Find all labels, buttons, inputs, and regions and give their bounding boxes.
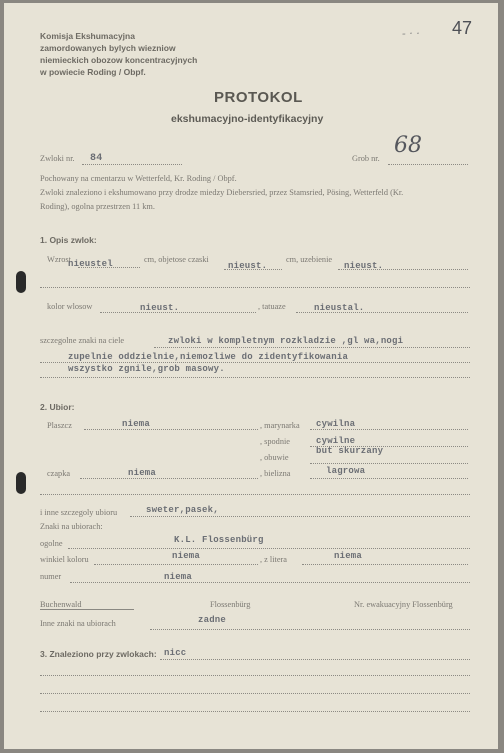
ogolne-value: K.L. Flossenbürg <box>174 535 264 545</box>
section-1-heading: 1. Opis zwlok: <box>40 235 97 245</box>
buchenwald-strike <box>40 609 134 610</box>
znaki-label: szczegolne znaki na ciele <box>40 336 125 345</box>
numer-value: niema <box>164 572 193 582</box>
czapka-label: czapka <box>47 469 71 478</box>
obuwie-line <box>310 463 468 464</box>
uzebienie-value: nieust. <box>344 261 384 271</box>
document-subtitle: ekshumacyjno-identyfikacyjny <box>171 113 324 125</box>
bielizna-line <box>310 478 468 479</box>
inne-znaki-line <box>150 629 470 630</box>
inne-value: sweter,pasek, <box>146 505 219 515</box>
zwloki-value: 84 <box>90 153 103 164</box>
grob-value: 68 <box>394 133 422 158</box>
czaski-label: cm, objetose czaski <box>144 255 209 264</box>
czapka-value: niema <box>128 468 157 478</box>
flossenburg-label: Flossenbürg <box>210 600 251 609</box>
grob-label: Grob nr. <box>352 154 380 163</box>
marynarka-value: cywilna <box>316 419 356 429</box>
pochowany-text: Pochowany na cmentarzu w Wetterfeld, Kr. Roding / Obpf. <box>40 174 237 183</box>
czapka-line <box>80 478 258 479</box>
znaki-ubior-heading: Znaki na ubiorach: <box>40 522 103 531</box>
org-line-4: w powiecie Roding / Obpf. <box>40 67 146 77</box>
numer-line <box>70 582 470 583</box>
bielizna-label: , bielizna <box>260 469 291 478</box>
numer-label: numer <box>40 572 62 581</box>
spodnie-value: cywilne <box>316 436 356 446</box>
punch-hole-lower <box>16 472 26 494</box>
plaszcz-label: Plaszcz <box>47 421 72 430</box>
inne-label: i inne szczegoly ubioru <box>40 508 118 517</box>
winkiel-label: winkiel koloru <box>40 555 89 564</box>
kolor-value: nieust. <box>140 303 180 313</box>
org-line-3: niemieckich obozow koncentracyjnych <box>40 55 198 65</box>
znaki-line-1 <box>154 347 470 348</box>
winkiel-value: niema <box>172 551 201 561</box>
tatuaze-value: nieustal. <box>314 303 365 313</box>
zwloki-line <box>82 164 182 165</box>
header-marks: - · · <box>402 27 420 40</box>
bielizna-value: lagrowa <box>326 466 366 476</box>
org-line-2: zamordowanych bylych wiezniow <box>40 43 176 53</box>
section-3-line <box>160 659 470 660</box>
tatuaze-label: , tatuaze <box>258 302 286 311</box>
znaki-value-1: zwloki w kompletnym rozkladzie ,gl wa,nogi <box>168 336 404 346</box>
document-title: PROTOKOL <box>214 89 303 106</box>
page-number: 47 <box>452 18 473 38</box>
inne-line <box>130 516 470 517</box>
section-2-heading: 2. Ubior: <box>40 402 75 412</box>
plaszcz-value: niema <box>122 419 151 429</box>
czaski-value: nieust. <box>228 261 268 271</box>
ogolne-line <box>68 548 470 549</box>
litera-label: , z litera <box>260 555 287 564</box>
marynarka-label: , marynarka <box>260 421 300 430</box>
wzrost-value: nieustel <box>68 259 113 269</box>
org-line-1: Komisja Ekshumacyjna <box>40 31 135 41</box>
protocol-page <box>4 3 498 749</box>
spodnie-label: , spodnie <box>260 437 290 446</box>
znaki-line-2 <box>40 362 470 363</box>
blank-line-2 <box>40 494 470 495</box>
section-3-value: nicc <box>164 648 187 658</box>
blank-line-3 <box>40 675 470 676</box>
blank-line-1 <box>40 287 470 288</box>
grob-line <box>388 164 468 165</box>
litera-value: niema <box>334 551 363 561</box>
znaki-value-3: wszystko zgnile,grob masowy. <box>68 364 225 374</box>
kolor-label: kolor wlosow <box>47 302 93 311</box>
obuwie-value: but skurzany <box>316 446 384 456</box>
znaleziono-line-1: Zwloki znaleziono i ekshumowano przy drodze miedzy Diebersried, przez Stamsried, Pösing, Wetterfeld (Kr. <box>40 188 404 197</box>
punch-hole-upper <box>16 271 26 293</box>
zwloki-label: Zwloki nr. <box>40 154 75 163</box>
marynarka-line <box>310 429 468 430</box>
inne-znaki-value: zadne <box>198 615 227 625</box>
obuwie-label: , obuwie <box>260 453 289 462</box>
buchenwald-label: Buchenwald <box>40 600 82 609</box>
uzebienie-label: cm, uzebienie <box>286 255 333 264</box>
znaki-value-2: zupelnie oddzielnie,niemozliwe do zidentyfikowania <box>68 352 349 362</box>
litera-line <box>302 564 468 565</box>
blank-line-4 <box>40 693 470 694</box>
inne-znaki-label: Inne znaki na ubiorach <box>40 619 116 628</box>
znaki-line-3 <box>40 377 470 378</box>
section-3-heading: 3. Znaleziono przy zwlokach: <box>40 649 157 659</box>
wzrost-label: Wzrost <box>47 255 71 264</box>
znaleziono-line-2: Roding), ogolna przestrzen 11 km. <box>40 202 155 211</box>
ogolne-label: ogolne <box>40 539 63 548</box>
blank-line-5 <box>40 711 470 712</box>
winkiel-line <box>94 564 258 565</box>
plaszcz-line <box>84 429 258 430</box>
nr-ewakuacyjny-label: Nr. ewakuacyjny Flossenbürg <box>354 600 453 609</box>
